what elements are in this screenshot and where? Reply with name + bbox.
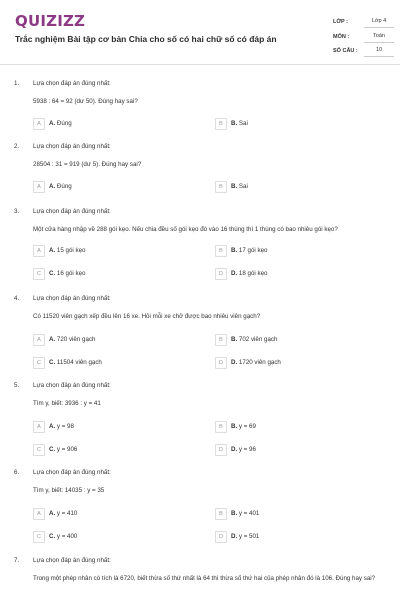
option-label: D. 1720 viên gạch — [231, 359, 281, 366]
option-label: C. y = 906 — [49, 446, 78, 453]
answer-option-d[interactable] — [215, 268, 365, 280]
question-stem: Một cửa hàng nhập về 288 gói kẹo. Nếu chia đều số gói kẹo đó vào 16 thùng thì 1 thùng có bao nhiêu gói kẹo? — [33, 226, 338, 233]
answer-option-b[interactable] — [215, 181, 365, 193]
option-label: B. 17 gói kẹo — [231, 247, 268, 254]
answer-option-b[interactable] — [215, 118, 365, 130]
question-stem: Trong một phép nhân có tích là 6720, biết thừa số thứ nhất là 64 thì thừa số thứ hai của phép nhân đó là 106. Đúng hay sai? — [33, 575, 376, 582]
option-label: B. Sai — [231, 183, 248, 190]
meta-count-value: 10 — [364, 45, 394, 57]
question-prompt: Lựa chọn đáp án đúng nhất: — [33, 557, 111, 564]
option-letter-box[interactable]: B — [215, 118, 227, 130]
option-letter-box[interactable]: A — [33, 245, 45, 257]
answer-option-a[interactable] — [33, 245, 183, 257]
option-label: A. Đúng — [49, 120, 72, 127]
option-letter-box[interactable]: A — [33, 118, 45, 130]
option-label: B. y = 401 — [231, 510, 260, 517]
option-label: D. y = 501 — [231, 533, 260, 540]
option-letter-box[interactable]: D — [215, 357, 227, 369]
answer-option-a[interactable] — [33, 181, 183, 193]
question-number: 6. — [14, 469, 20, 476]
option-letter-box[interactable]: B — [215, 508, 227, 520]
quizizz-logo[interactable]: QUIZIZZ — [15, 12, 86, 30]
meta-count — [333, 45, 393, 57]
option-letter-box[interactable]: D — [215, 531, 227, 543]
meta-grade-label: LỚP : — [333, 19, 348, 25]
meta-grade-value: Lớp 4 — [364, 16, 394, 28]
option-letter-box[interactable]: B — [215, 334, 227, 346]
page-title: Trắc nghiệm Bài tập cơ bản Chia cho số có hai chữ số có đáp án — [15, 34, 277, 44]
option-label: B. Sai — [231, 120, 248, 127]
question-prompt: Lựa chọn đáp án đúng nhất: — [33, 80, 111, 87]
question-number: 3. — [14, 208, 20, 215]
question-stem: 5938 : 64 = 92 (dư 50). Đúng hay sai? — [33, 98, 138, 105]
question-prompt: Lựa chọn đáp án đúng nhất: — [33, 295, 111, 302]
question-number: 4. — [14, 295, 20, 302]
option-label: A. 720 viên gạch — [49, 336, 96, 343]
answer-option-a[interactable] — [33, 421, 183, 433]
question-stem: Có 11520 viên gạch xếp đều lên 16 xe. Hỏi mỗi xe chở được bao nhiêu viên gạch? — [33, 313, 261, 320]
question-number: 1. — [14, 80, 20, 87]
question-stem: 28504 : 31 = 919 (dư 5). Đúng hay sai? — [33, 161, 142, 168]
option-letter-box[interactable]: C — [33, 268, 45, 280]
answer-option-d[interactable] — [215, 444, 365, 456]
option-letter-box[interactable]: B — [215, 421, 227, 433]
answer-option-a[interactable] — [33, 334, 183, 346]
option-label: B. y = 69 — [231, 423, 256, 430]
answer-option-d[interactable] — [215, 357, 365, 369]
answer-option-c[interactable] — [33, 531, 183, 543]
option-letter-box[interactable]: C — [33, 531, 45, 543]
question-number: 2. — [14, 143, 20, 150]
meta-count-label: SỐ CÂU : — [333, 48, 358, 54]
question-number: 7. — [14, 557, 20, 564]
option-label: A. 15 gói kẹo — [49, 247, 86, 254]
option-letter-box[interactable]: D — [215, 268, 227, 280]
meta-subject-value: Toán — [364, 31, 394, 43]
question-prompt: Lựa chọn đáp án đúng nhất: — [33, 382, 111, 389]
option-label: A. y = 410 — [49, 510, 78, 517]
option-label: A. y = 98 — [49, 423, 74, 430]
question-number: 5. — [14, 382, 20, 389]
answer-option-a[interactable] — [33, 508, 183, 520]
option-label: C. 11504 viên gạch — [49, 359, 102, 366]
option-letter-box[interactable]: B — [215, 181, 227, 193]
option-label: A. Đúng — [49, 183, 72, 190]
header-divider — [0, 64, 400, 65]
option-letter-box[interactable]: A — [33, 508, 45, 520]
option-letter-box[interactable]: A — [33, 421, 45, 433]
option-letter-box[interactable]: D — [215, 444, 227, 456]
question-prompt: Lựa chọn đáp án đúng nhất: — [33, 143, 111, 150]
option-letter-box[interactable]: A — [33, 181, 45, 193]
meta-grade — [333, 16, 393, 28]
answer-option-c[interactable] — [33, 444, 183, 456]
answer-option-b[interactable] — [215, 421, 365, 433]
quiz-header — [0, 0, 400, 66]
option-letter-box[interactable]: A — [33, 334, 45, 346]
option-label: B. 702 viên gạch — [231, 336, 278, 343]
answer-option-a[interactable] — [33, 118, 183, 130]
question-prompt: Lựa chọn đáp án đúng nhất: — [33, 208, 111, 215]
option-letter-box[interactable]: C — [33, 357, 45, 369]
answer-option-b[interactable] — [215, 508, 365, 520]
meta-subject-label: MÔN : — [333, 34, 350, 40]
question-stem: Tìm y, biết: 3936 : y = 41 — [33, 400, 101, 407]
answer-option-c[interactable] — [33, 357, 183, 369]
option-letter-box[interactable]: B — [215, 245, 227, 257]
option-letter-box[interactable]: C — [33, 444, 45, 456]
answer-option-b[interactable] — [215, 334, 365, 346]
option-label: C. y = 400 — [49, 533, 78, 540]
answer-option-b[interactable] — [215, 245, 365, 257]
option-label: C. 16 gói kẹo — [49, 270, 86, 277]
meta-subject — [333, 31, 393, 43]
answer-option-c[interactable] — [33, 268, 183, 280]
question-stem: Tìm y, biết: 14035 : y = 35 — [33, 487, 105, 494]
answer-option-d[interactable] — [215, 531, 365, 543]
question-prompt: Lựa chọn đáp án đúng nhất: — [33, 469, 111, 476]
option-label: D. y = 96 — [231, 446, 256, 453]
option-label: D. 18 gói kẹo — [231, 270, 268, 277]
